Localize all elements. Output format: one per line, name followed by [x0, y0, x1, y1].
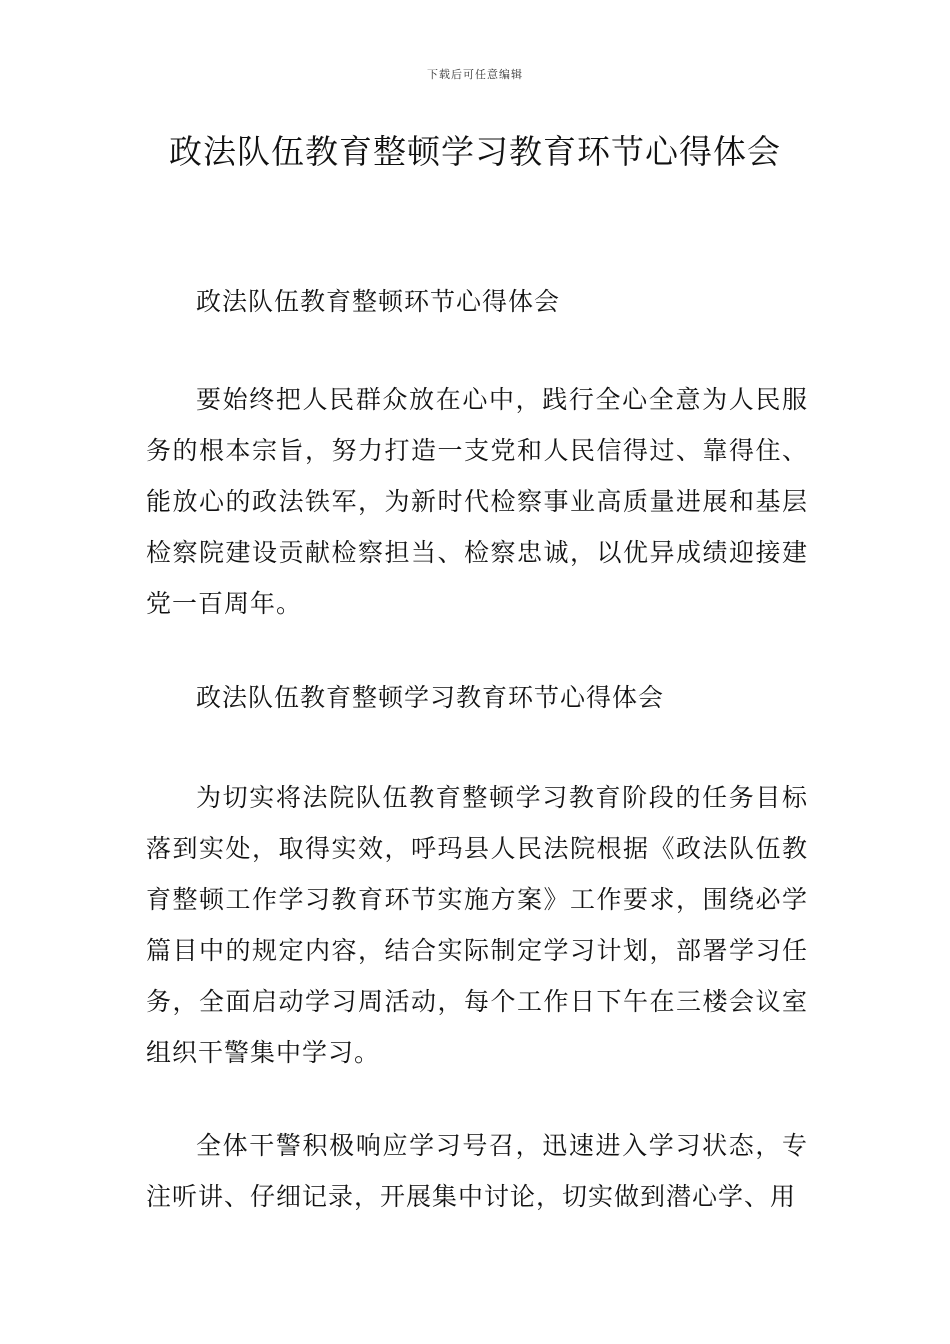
section-subtitle: 政法队伍教育整顿环节心得体会	[196, 287, 561, 316]
document-title: 政法队伍教育整顿学习教育环节心得体会	[169, 132, 781, 171]
body-paragraph: 为切实将法院队伍教育整顿学习教育阶段的任务目标落到实处，取得实效，呼玛县人民法院根据《政法队伍教育整顿工作学习教育环节实施方案》工作要求，围绕必学篇目中的规定内容，结合实际制定学习计划，部署学习任务，全面启动学习周活动，每个工作日下午在三楼会议室组织干警集中学习。	[146, 783, 808, 1067]
section-subtitle: 政法队伍教育整顿学习教育环节心得体会	[196, 683, 665, 712]
body-paragraph: 要始终把人民群众放在心中，践行全心全意为人民服务的根本宗旨，努力打造一支党和人民信得过、靠得住、能放心的政法铁军，为新时代检察事业高质量进展和基层检察院建设贡献检察担当、检察忠诚，以优异成绩迎接建党一百周年。	[146, 385, 808, 618]
header-note: 下载后可任意编辑	[427, 68, 523, 81]
body-paragraph: 全体干警积极响应学习号召，迅速进入学习状态，专注听讲、仔细记录，开展集中讨论，切实做到潜心学、用	[146, 1131, 808, 1211]
